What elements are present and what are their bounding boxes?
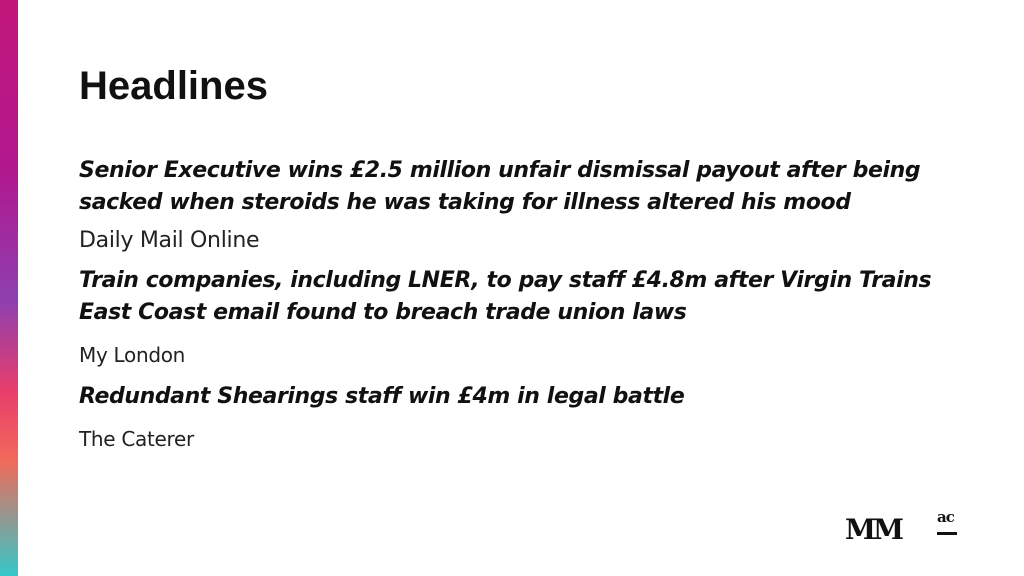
headline-source: My London xyxy=(79,343,186,367)
headline-source: Daily Mail Online xyxy=(79,228,260,253)
headline-source: The Caterer xyxy=(79,427,194,451)
headline-item xyxy=(79,265,959,371)
headline-title: Train companies, including LNER, to pay staff £4.8m after Virgin Trains East Coast email found to breach trade union laws xyxy=(79,268,932,325)
headline-title: Senior Executive wins £2.5 million unfair dismissal payout after being sacked when steroids he was taking for illness altered his mood xyxy=(79,158,921,215)
headline-list xyxy=(79,155,959,465)
mmac-logo xyxy=(845,508,960,548)
headline-title: Redundant Shearings staff win £4m in legal battle xyxy=(79,384,685,409)
headline-item xyxy=(79,381,959,455)
page-title: Headlines xyxy=(79,64,268,108)
logo-superscript-text: ac xyxy=(937,508,954,526)
logo-main-text: MM xyxy=(845,513,901,546)
accent-gradient-bar xyxy=(0,0,18,576)
headline-item xyxy=(79,155,959,257)
logo-underline xyxy=(937,532,957,535)
